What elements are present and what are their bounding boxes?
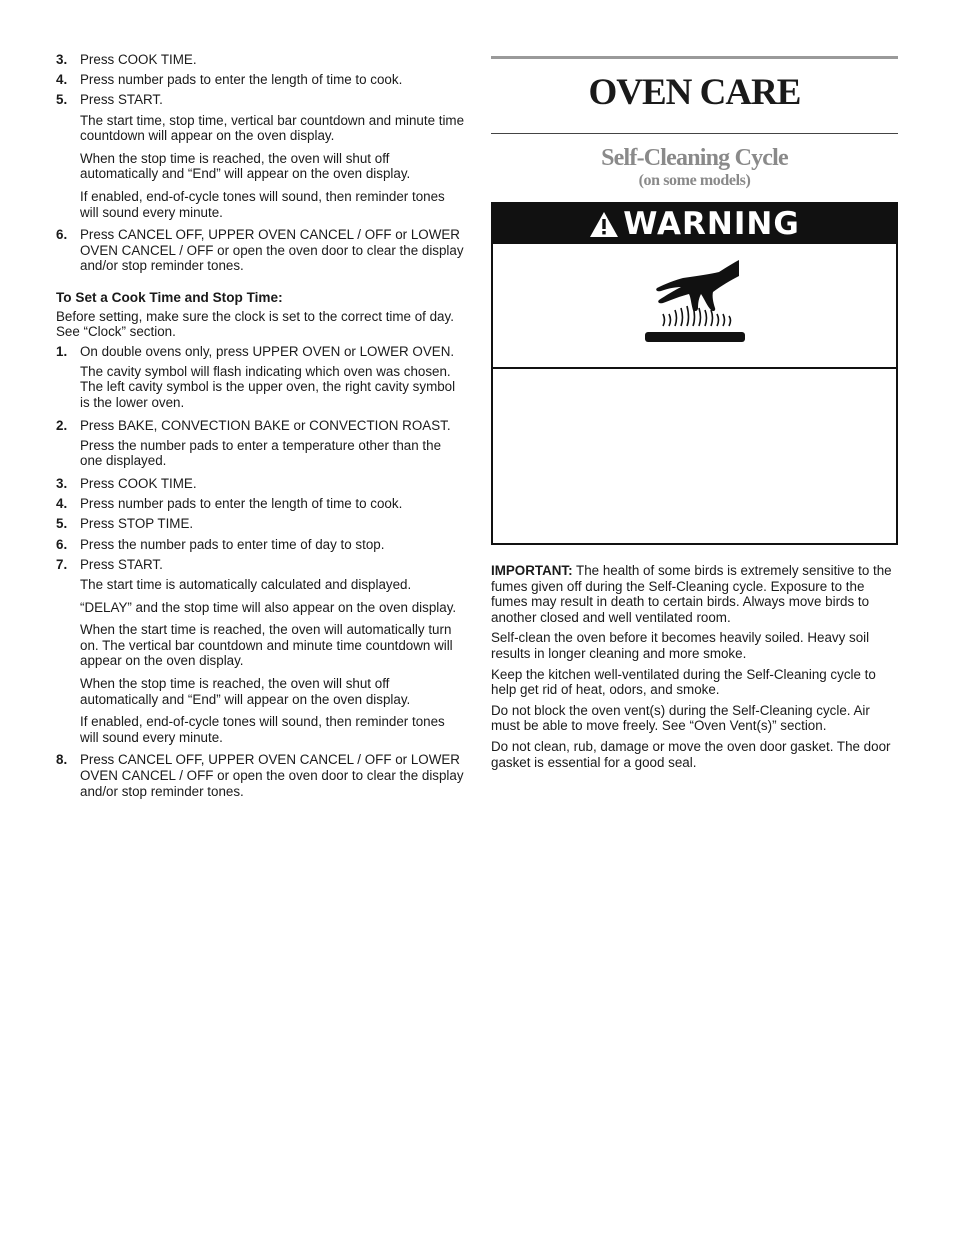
step-number: 2.	[56, 417, 68, 433]
step-note: When the stop time is reached, the oven will shut off automatically and “End” will appear on the oven display.	[80, 675, 411, 707]
step-text: Press CANCEL OFF, UPPER OVEN CANCEL / OFF or LOWER OVEN CANCEL / OFF or open the oven door to clear the display and/or stop reminder tones.	[80, 227, 464, 274]
important-text: The health of some birds is extremely sensitive to the fumes given off during the Self-Cleaning cycle. Exposure to the fumes may result in death to certain birds. Always move birds to another closed and well ventilated room.	[491, 563, 892, 625]
step-number: 4.	[56, 72, 68, 88]
step-text: Press the number pads to enter time of day to stop.	[80, 536, 385, 552]
step-text: Press COOK TIME.	[80, 52, 197, 67]
step-3	[56, 476, 466, 492]
subsection-title: Self-Cleaning Cycle	[601, 145, 788, 171]
step-number: 6.	[56, 227, 68, 243]
section-heading: To Set a Cook Time and Stop Time:	[56, 289, 283, 305]
paragraph: Do not clean, rub, damage or move the oven door gasket. The door gasket is essential for a good seal.	[491, 738, 891, 770]
step-text: Press number pads to enter the length of time to cook.	[80, 496, 403, 512]
step-note: If enabled, end-of-cycle tones will sound, then reminder tones will sound every minute.	[80, 714, 445, 745]
divider	[491, 133, 898, 134]
step-1	[56, 344, 466, 360]
left-column	[56, 52, 466, 804]
step-text: Press number pads to enter the length of time to cook.	[80, 72, 403, 88]
step-note: Press the number pads to enter a temperature other than the one displayed.	[80, 437, 442, 469]
step-number: 3.	[56, 52, 68, 67]
step-number: 1.	[56, 343, 68, 359]
step-5	[56, 92, 466, 108]
step-text: Press CANCEL OFF, UPPER OVEN CANCEL / OFF or LOWER OVEN CANCEL / OFF or open the oven door to clear the display and/or stop reminder tones.	[80, 752, 464, 799]
hot-surface-icon	[635, 256, 755, 356]
warning-header	[493, 204, 896, 244]
alert-triangle-icon	[589, 211, 619, 238]
hazard-icon-area	[493, 244, 896, 369]
step-note: The start time, stop time, vertical bar countdown and minute time countdown will appear on the oven display.	[80, 112, 465, 144]
step-number: 5.	[56, 516, 68, 532]
step-text: Press START.	[80, 92, 163, 108]
step-4	[56, 496, 466, 512]
step-number: 3.	[56, 476, 68, 492]
step-text: On double ovens only, press UPPER OVEN or LOWER OVEN.	[80, 343, 455, 359]
step-text: Press COOK TIME.	[80, 476, 197, 492]
step-5	[56, 516, 466, 532]
step-note: When the stop time is reached, the oven will shut off automatically and “End” will appear on the oven display.	[80, 150, 411, 182]
step-number: 7.	[56, 556, 68, 572]
step-number: 5.	[56, 92, 68, 108]
step-note: “DELAY” and the stop time will also appear on the oven display.	[80, 599, 457, 615]
paragraph: Self-clean the oven before it becomes heavily soiled. Heavy soil results in longer cleaning and more smoke.	[491, 630, 870, 661]
right-column	[491, 56, 898, 775]
section-title: OVEN CARE	[588, 72, 801, 113]
step-note: If enabled, end-of-cycle tones will sound, then reminder tones will sound every minute.	[80, 188, 445, 220]
subsection-note: (on some models)	[638, 172, 751, 189]
self-clean-instructions	[491, 563, 898, 770]
step-6	[56, 537, 466, 553]
warning-label: WARNING	[623, 206, 800, 242]
step-6	[56, 227, 466, 274]
top-rule	[491, 56, 898, 59]
step-8	[56, 752, 466, 799]
step-4	[56, 72, 466, 88]
step-text: Press STOP TIME.	[80, 516, 194, 532]
step-note: The cavity symbol will flash indicating which oven was chosen. The left cavity symbol is the upper oven, the right cavity symbol is the lower oven.	[80, 363, 456, 411]
step-7	[56, 557, 466, 573]
step-number: 8.	[56, 752, 68, 768]
step-text: Press BAKE, CONVECTION BAKE or CONVECTION ROAST.	[80, 417, 451, 433]
step-number: 4.	[56, 496, 68, 512]
paragraph: Do not block the oven vent(s) during the Self-Cleaning cycle. Air must be able to move freely. See “Oven Vent(s)” section.	[491, 702, 870, 734]
important-label: IMPORTANT:	[491, 563, 573, 578]
step-3	[56, 52, 466, 68]
important-paragraph	[491, 563, 898, 625]
step-number: 6.	[56, 536, 68, 552]
paragraph: Keep the kitchen well-ventilated during the Self-Cleaning cycle to help get rid of heat, odors, and smoke.	[491, 666, 876, 698]
warning-box	[491, 202, 898, 545]
intro-paragraph: Before setting, make sure the clock is set to the correct time of day. See “Clock” section.	[56, 308, 454, 340]
step-note: When the start time is reached, the oven will automatically turn on. The vertical bar countdown and minute time countdown will appear on the oven display.	[80, 622, 453, 669]
step-2	[56, 418, 466, 434]
step-note: The start time is automatically calculated and displayed.	[80, 576, 412, 592]
step-text: Press START.	[80, 556, 163, 572]
